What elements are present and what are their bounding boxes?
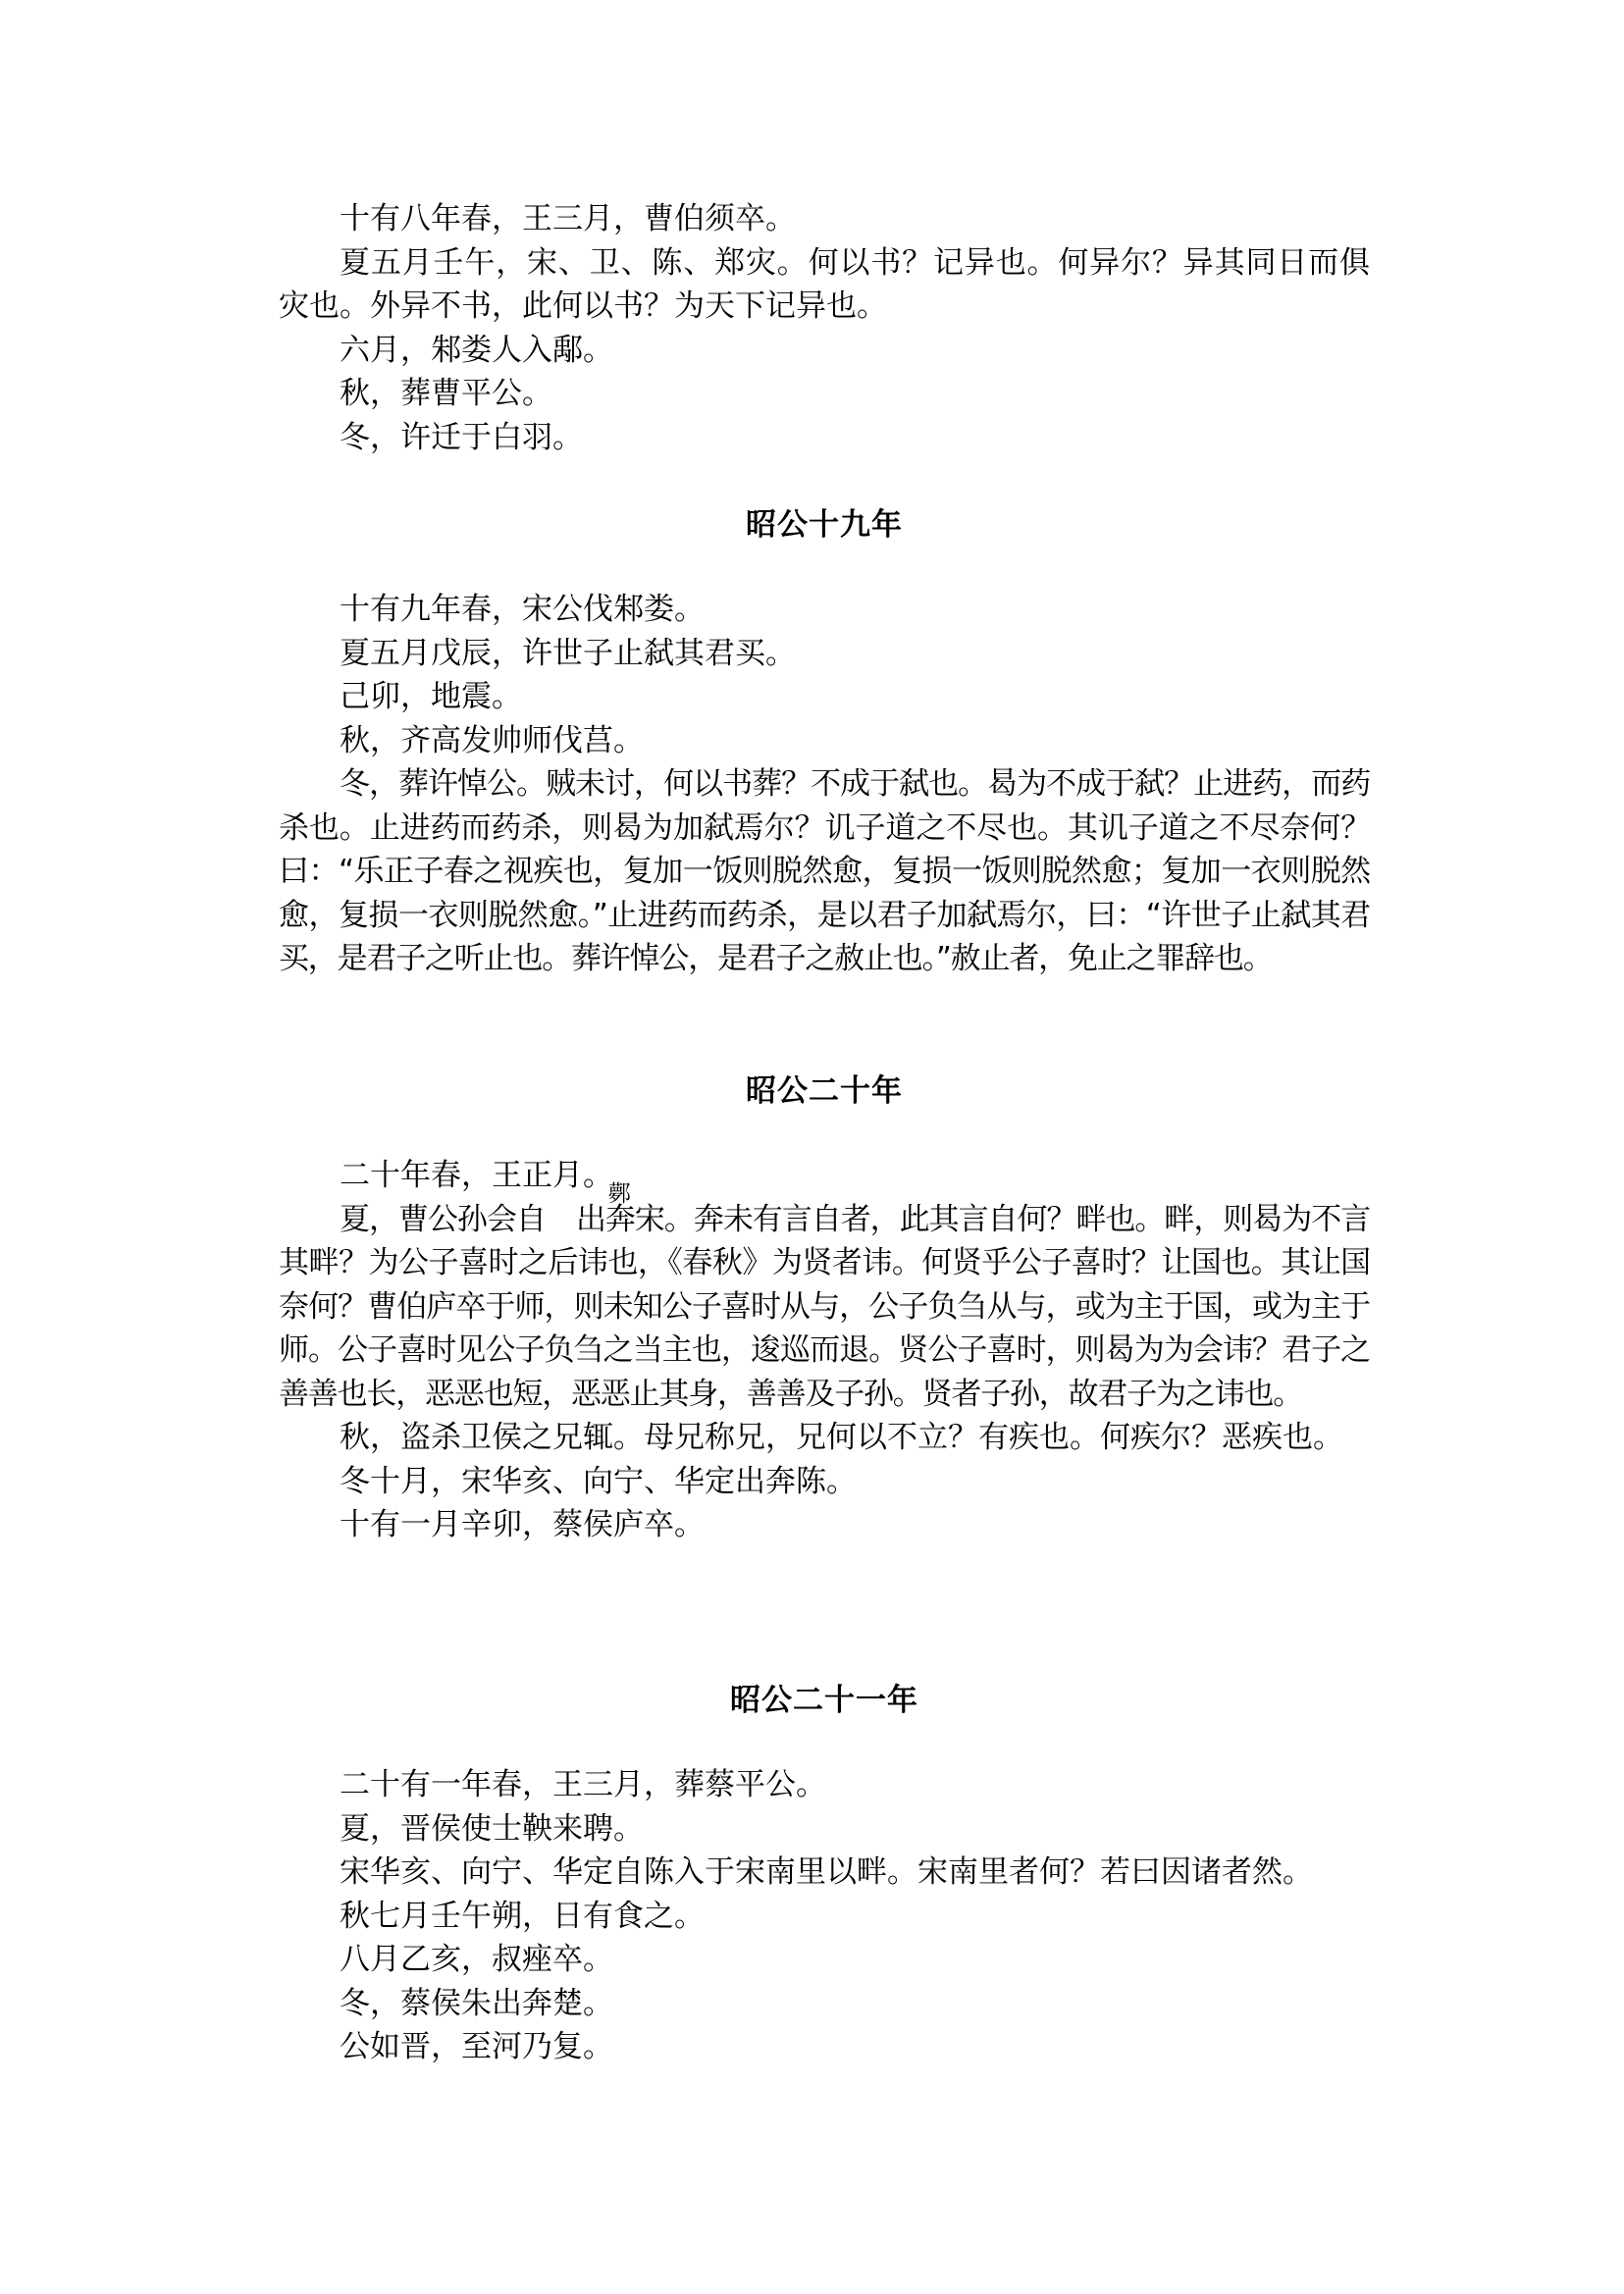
paragraph: 秋七月壬午朔，日有食之。 <box>340 1898 705 1934</box>
paragraph: 己卯，地震。 <box>340 679 522 714</box>
paragraph: 夏，晋侯使士鞅来聘。 <box>340 1810 644 1847</box>
paragraph: 十有八年春，王三月，曹伯须卒。 <box>340 201 796 236</box>
paragraph: 冬，许迁于白羽。 <box>340 419 583 455</box>
annotated-character: 鄸 <box>607 1180 630 1207</box>
section-heading: 昭公二十年 <box>746 1073 903 1109</box>
paragraph: 十有九年春，宋公伐邾娄。 <box>340 592 705 627</box>
paragraph: 冬十月，宋华亥、向宁、华定出奔陈。 <box>340 1463 857 1499</box>
paragraph: 宋华亥、向宁、华定自陈入于宋南里以畔。宋南里者何？若曰因诸者然。 <box>340 1854 1313 1890</box>
paragraph: 夏五月戊辰，许世子止弑其君买。 <box>340 635 796 671</box>
paragraph: 秋，葬曹平公。 <box>340 376 552 411</box>
paragraph: 公如晋，至河乃复。 <box>340 2029 613 2064</box>
paragraph: 夏五月壬午，宋、卫、陈、郑灾。何以书？记异也。何异尔？异其同日而俱灾也。外异不书，此何以书？为天下记异也。 <box>279 244 1370 324</box>
paragraph: 秋，盗杀卫侯之兄辄。母兄称兄，兄何以不立？有疾也。何疾尔？恶疾也。 <box>340 1420 1343 1455</box>
paragraph: 冬，蔡侯朱出奔楚。 <box>340 1985 613 2021</box>
section-19 <box>279 588 1370 981</box>
paragraph: 秋，齐高发帅师伐莒。 <box>340 722 644 758</box>
section-21 <box>279 1763 1370 2069</box>
section-heading: 昭公十九年 <box>746 507 903 543</box>
paragraph: 冬，葬许悼公。贼未讨，何以书葬？不成于弑也。曷为不成于弑？止进药，而药杀也。止进药而药杀，则曷为加弑焉尔？讥子道之不尽也。其讥子道之不尽奈何？曰：“乐正子春之视疾也，复加一饭则脱然愈，复损一饭则脱然愈；复加一衣则脱然愈，复损一衣则脱然愈。”止进药而药杀，是以君子加弑焉尔，曰：“许世子止弑其君买，是君子之听止也。葬许悼公，是君子之赦止也。”赦止者，免止之罪辞也。 <box>279 766 1370 976</box>
paragraph: 二十年春，王正月。 <box>340 1158 613 1193</box>
paragraph: 八月乙亥，叔痤卒。 <box>340 1942 613 1977</box>
paragraph: 十有一月辛卯，蔡侯庐卒。 <box>340 1507 705 1542</box>
place-name-annotation <box>546 1180 630 1229</box>
section-18 <box>279 197 1370 459</box>
section-20 <box>279 1154 1370 1547</box>
section-heading: 昭公二十一年 <box>730 1683 918 1718</box>
paragraph: 六月，邾娄人入鄅。 <box>340 332 613 368</box>
paragraph-text: 出奔宋。奔未有言自者，此其言自何？畔也。畔，则曷为不言其畔？为公子喜时之后讳也，《春秋》为贤者讳。何贤乎公子喜时？让国也。其让国奈何？曹伯庐卒于师，则未知公子喜时从与，公子负刍从与，或为主于国，或为主于师。公子喜时见公子负刍之当主也，逡巡而退。贤公子喜时，则曷为为会讳？君子之善善也长，恶恶也短，恶恶止其身，善善及子孙。贤者子孙，故君子为之讳也。 <box>279 1201 1370 1412</box>
paragraph: 二十有一年春，王三月，葬蔡平公。 <box>340 1767 826 1802</box>
paragraph-text: 夏，曹公孙会自 <box>340 1201 546 1237</box>
paragraph <box>279 1180 1370 1417</box>
